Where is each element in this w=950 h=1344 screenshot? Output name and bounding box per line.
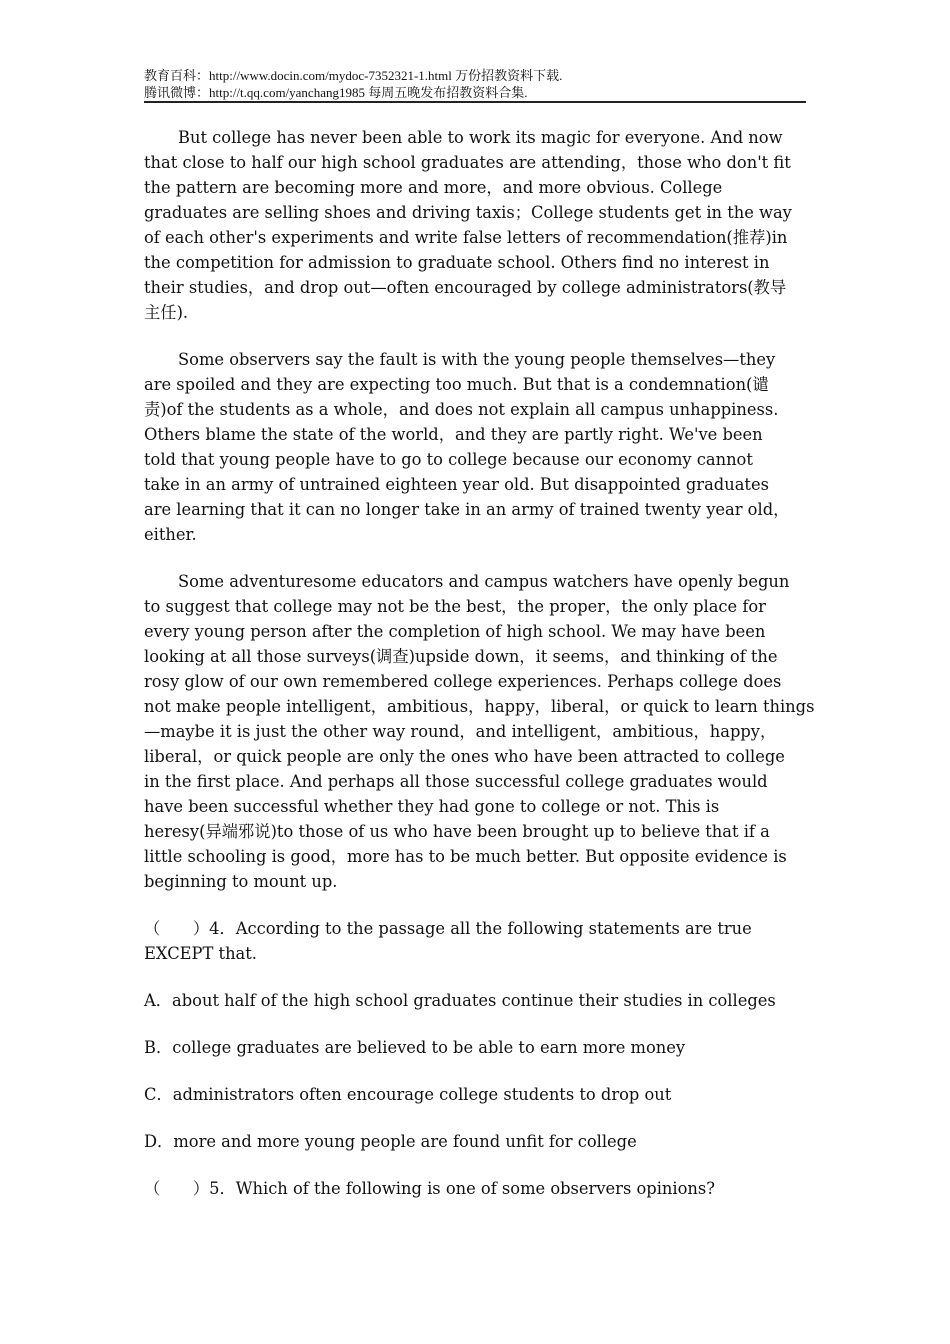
text-line: the competition for admission to graduate school. Others find no interest in bbox=[144, 253, 770, 272]
text-line: are spoiled and they are expecting too much. But that is a condemnation(谴 bbox=[144, 375, 769, 394]
text-line: of each other's experiments and write false letters of recommendation(推荐)in bbox=[144, 228, 788, 247]
text-line: But college has never been able to work its magic for everyone. And now bbox=[178, 128, 783, 147]
paragraph bbox=[144, 125, 824, 325]
header-line-1: 教育百科：http://www.docin.com/mydoc-7352321-1.html 万份招教资料下载. bbox=[144, 68, 563, 83]
text-line: D．more and more young people are found unfit for college bbox=[144, 1132, 637, 1151]
text-line: （ ）4．According to the passage all the following statements are true bbox=[144, 919, 752, 938]
text-line: EXCEPT that. bbox=[144, 944, 257, 963]
text-line: not make people intelligent，ambitious，happy，liberal，or quick to learn things bbox=[144, 697, 815, 716]
text-line: 责)of the students as a whole，and does not explain all campus unhappiness. bbox=[144, 400, 779, 419]
text-line: in the first place. And perhaps all those successful college graduates would bbox=[144, 772, 768, 791]
text-line: their studies，and drop out—often encouraged by college administrators(教导 bbox=[144, 278, 787, 297]
text-line: （ ）5．Which of the following is one of some observers opinions? bbox=[144, 1179, 715, 1198]
text-line: told that young people have to go to college because our economy cannot bbox=[144, 450, 753, 469]
text-line: take in an army of untrained eighteen year old. But disappointed graduates bbox=[144, 475, 769, 494]
question bbox=[144, 1176, 824, 1201]
text-line: have been successful whether they had gone to college or not. This is bbox=[144, 797, 720, 816]
paragraph bbox=[144, 569, 824, 894]
document-body bbox=[144, 125, 824, 1223]
text-line: 主任). bbox=[144, 303, 189, 322]
question bbox=[144, 916, 824, 966]
text-line: that close to half our high school graduates are attending，those who don't fit bbox=[144, 153, 791, 172]
text-line: liberal，or quick people are only the ones who have been attracted to college bbox=[144, 747, 785, 766]
text-line: beginning to mount up. bbox=[144, 872, 338, 891]
paragraph bbox=[144, 347, 824, 547]
header-rule bbox=[144, 101, 806, 103]
text-line: graduates are selling shoes and driving taxis；College students get in the way bbox=[144, 203, 792, 222]
text-line: looking at all those surveys(调查)upside down，it seems，and thinking of the bbox=[144, 647, 778, 666]
text-line: Some adventuresome educators and campus watchers have openly begun bbox=[178, 572, 790, 591]
text-line: little schooling is good，more has to be much better. But opposite evidence is bbox=[144, 847, 787, 866]
text-line: C．administrators often encourage college students to drop out bbox=[144, 1085, 672, 1104]
text-line: Others blame the state of the world，and they are partly right. We've been bbox=[144, 425, 763, 444]
answer-option bbox=[144, 1035, 824, 1060]
text-line: rosy glow of our own remembered college experiences. Perhaps college does bbox=[144, 672, 782, 691]
header-line-2: 腾讯微博：http://t.qq.com/yanchang1985 每周五晚发布招教资料合集. bbox=[144, 85, 528, 100]
text-line: every young person after the completion of high school. We may have been bbox=[144, 622, 766, 641]
text-line: are learning that it can no longer take in an army of trained twenty year old， bbox=[144, 500, 790, 519]
text-line: Some observers say the fault is with the young people themselves—they bbox=[178, 350, 776, 369]
page-header bbox=[144, 67, 806, 101]
text-line: heresy(异端邪说)to those of us who have been brought up to believe that if a bbox=[144, 822, 770, 841]
text-line: B．college graduates are believed to be able to earn more money bbox=[144, 1038, 686, 1057]
answer-option bbox=[144, 1129, 824, 1154]
text-line: A．about half of the high school graduates continue their studies in colleges bbox=[144, 991, 776, 1010]
answer-option bbox=[144, 1082, 824, 1107]
text-line: —maybe it is just the other way round，and intelligent，ambitious，happy， bbox=[144, 722, 777, 741]
text-line: either. bbox=[144, 525, 197, 544]
text-line: to suggest that college may not be the best，the proper，the only place for bbox=[144, 597, 766, 616]
answer-option bbox=[144, 988, 824, 1013]
text-line: the pattern are becoming more and more，and more obvious. College bbox=[144, 178, 723, 197]
